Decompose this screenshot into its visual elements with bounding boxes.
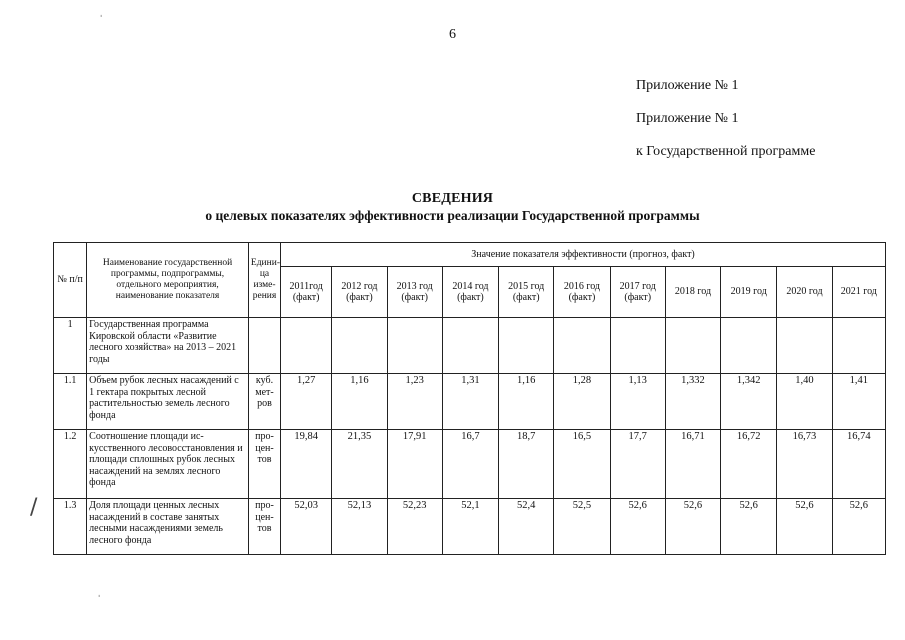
row-value: 1,28 — [554, 374, 610, 430]
row-value: 1,27 — [281, 374, 332, 430]
scan-mark: ˈ — [100, 14, 103, 23]
row-value — [281, 318, 332, 374]
page-number: 6 — [449, 27, 456, 42]
scan-mark: / — [30, 495, 38, 520]
row-value: 16,72 — [721, 430, 777, 499]
row-value: 1,41 — [832, 374, 885, 430]
row-value: 18,7 — [499, 430, 554, 499]
header-values-group: Значение показателя эффективности (прогноз, факт) — [281, 243, 886, 267]
row-num: 1.3 — [54, 499, 87, 555]
header-year: 2013 год (факт) — [387, 267, 442, 318]
document-title: СВЕДЕНИЯ — [411, 191, 494, 206]
header-year: 2016 год (факт) — [554, 267, 610, 318]
row-unit: процентов — [248, 430, 280, 499]
header-num: № п/п — [54, 243, 87, 318]
indicators-table — [53, 242, 886, 555]
document-subtitle: о целевых показателях эффективности реализации Государственной программы — [205, 208, 700, 223]
row-value — [442, 318, 498, 374]
header-year: 2017 год (факт) — [610, 267, 665, 318]
row-value: 1,23 — [387, 374, 442, 430]
table-row — [54, 318, 886, 374]
row-value: 1,16 — [332, 374, 387, 430]
row-value: 52,5 — [554, 499, 610, 555]
row-value — [499, 318, 554, 374]
row-unit: процентов — [248, 499, 280, 555]
row-value — [721, 318, 777, 374]
row-name: Доля площади ценных лесных насаждений в составе занятых лесными насаждениями земель лесного фонда — [87, 499, 249, 555]
header-year: 2012 год (факт) — [332, 267, 387, 318]
row-value — [332, 318, 387, 374]
row-unit — [248, 318, 280, 374]
row-value: 17,91 — [387, 430, 442, 499]
row-value: 52,1 — [442, 499, 498, 555]
row-value: 52,13 — [332, 499, 387, 555]
header-unit: Единица измерения — [248, 243, 280, 318]
row-value: 52,6 — [610, 499, 665, 555]
scan-mark: ˈ — [98, 594, 101, 603]
table-row — [54, 430, 886, 499]
row-num: 1.2 — [54, 430, 87, 499]
header-year: 2015 год (факт) — [499, 267, 554, 318]
row-value: 52,6 — [665, 499, 720, 555]
row-value: 1,31 — [442, 374, 498, 430]
row-value: 52,03 — [281, 499, 332, 555]
row-value: 19,84 — [281, 430, 332, 499]
row-num: 1.1 — [54, 374, 87, 430]
appendix-line: к Государственной программе — [636, 144, 816, 159]
row-value: 1,13 — [610, 374, 665, 430]
row-name: Объем рубок лесных насаждений с 1 гектара покрытых лесной растительностью земель лесного фонда — [87, 374, 249, 430]
row-value: 16,7 — [442, 430, 498, 499]
row-value: 1,332 — [665, 374, 720, 430]
header-year: 2019 год — [721, 267, 777, 318]
row-value: 52,6 — [721, 499, 777, 555]
row-name: Государственная программа Кировской области «Развитие лесного хозяйства» на 2013 – 2021 годы — [87, 318, 249, 374]
row-value — [777, 318, 832, 374]
row-value: 16,73 — [777, 430, 832, 499]
row-value: 16,5 — [554, 430, 610, 499]
row-value: 52,6 — [777, 499, 832, 555]
row-value — [387, 318, 442, 374]
header-year: 2011год (факт) — [281, 267, 332, 318]
row-value — [610, 318, 665, 374]
appendix-line: Приложение № 1 — [636, 111, 739, 126]
row-value: 16,71 — [665, 430, 720, 499]
row-name: Соотношение площади искусственного лесовосстановления и площади сплошных рубок лесных насаждений на землях лесного фонда — [87, 430, 249, 499]
row-value: 21,35 — [332, 430, 387, 499]
table-row — [54, 374, 886, 430]
header-year: 2018 год — [665, 267, 720, 318]
header-year: 2021 год — [832, 267, 885, 318]
header-year: 2020 год — [777, 267, 832, 318]
row-value: 1,40 — [777, 374, 832, 430]
row-value: 16,74 — [832, 430, 885, 499]
row-value: 52,6 — [832, 499, 885, 555]
row-num: 1 — [54, 318, 87, 374]
row-value — [554, 318, 610, 374]
row-value — [832, 318, 885, 374]
header-name: Наименование государственной программы, подпрограммы, отдельного мероприятия, наименование показателя — [87, 243, 249, 318]
header-year: 2014 год (факт) — [442, 267, 498, 318]
row-unit: куб. метров — [248, 374, 280, 430]
table-row — [54, 499, 886, 555]
row-value: 52,23 — [387, 499, 442, 555]
row-value: 52,4 — [499, 499, 554, 555]
row-value: 17,7 — [610, 430, 665, 499]
row-value: 1,16 — [499, 374, 554, 430]
row-value: 1,342 — [721, 374, 777, 430]
row-value — [665, 318, 720, 374]
appendix-line: Приложение № 1 — [636, 78, 739, 93]
